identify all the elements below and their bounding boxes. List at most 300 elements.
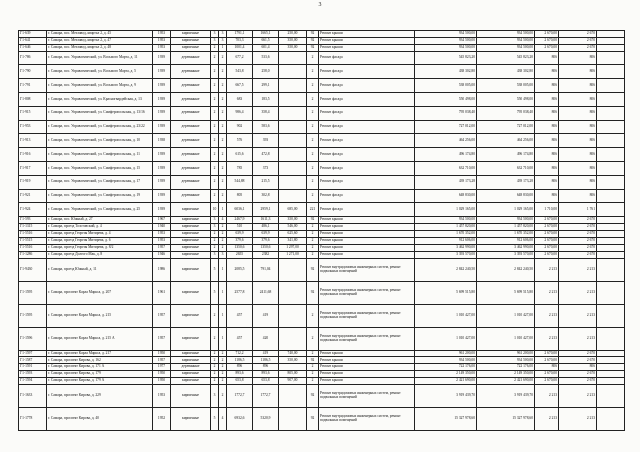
wall-material-cell: деревянные (171, 106, 211, 120)
address-cell: г. Самара, пос. Управленческий, ул. Симферопольская, д. 10 (47, 134, 153, 148)
total-area-cell: 6932,6 (227, 408, 253, 431)
entrances-cell: 2 (219, 357, 227, 364)
total-cost-cell: 648 830,00 (477, 189, 535, 203)
limit-cell (597, 304, 625, 327)
floors-cell: 3 (211, 385, 219, 408)
table-row (19, 350, 625, 357)
max-cost-cell: 2 213 (559, 327, 597, 350)
cost-per-unit-cell (279, 148, 307, 162)
id-cell: Г1-790 (19, 65, 47, 79)
address-cell: г. Самара, проезд Георгия Митирева, д. 6 (47, 237, 153, 244)
year-cell: 1939 (153, 120, 171, 134)
limit-cell (597, 106, 625, 120)
year-cell: 1939 (153, 162, 171, 176)
max-cost-cell: 2 670 (559, 231, 597, 238)
wall-material-cell: деревянные (171, 148, 211, 162)
limit-cell (597, 79, 625, 93)
address-cell: г. Самара, пос. Мехзавод, квартал 2, д. 48 (47, 44, 153, 51)
cost-per-unit-cell: 1 297,00 (279, 244, 307, 251)
total-area-cell: 6036,1 (227, 203, 253, 217)
floors-cell: 2 (211, 120, 219, 134)
id-cell: Г1-5516 (19, 244, 47, 251)
wall-material-cell: кирпичные (171, 371, 211, 378)
total-cost-cell: 722 176,00 (477, 364, 535, 371)
id-cell: Г1-1633 (19, 385, 47, 408)
max-cost-cell: 2 213 (559, 304, 597, 327)
wall-material-cell: кирпичные (171, 37, 211, 44)
id-cell: Г1-921 (19, 189, 47, 203)
max-cost-cell: 806 (559, 120, 597, 134)
id-cell: Г1-917 (19, 162, 47, 176)
living-area-cell: 472,8 (253, 148, 279, 162)
year-cell: 1952 (153, 408, 171, 431)
max-cost-cell: 806 (559, 162, 597, 176)
living-area-cell: 583,6 (253, 120, 279, 134)
unit-cost-cell: 806 (535, 364, 559, 371)
entrances-cell: 1 (219, 203, 227, 217)
limit-cell (597, 175, 625, 189)
total-area-cell: 576 (227, 134, 253, 148)
unit-cost-cell: 2 670,00 (535, 217, 559, 224)
estimated-cost-cell: 545 823,20 (415, 51, 477, 65)
max-cost-cell: 2 670 (559, 350, 597, 357)
limit-cell (597, 350, 625, 357)
address-cell: г. Самара, проезд Южный, д. 11 (47, 258, 153, 281)
cost-per-unit-cell (279, 65, 307, 79)
category-cell: 92 (307, 258, 319, 281)
estimated-cost-cell: 3 462 990,00 (415, 244, 477, 251)
living-area-cell: 1350,6 (253, 244, 279, 251)
total-area-cell: 785 (227, 162, 253, 176)
max-cost-cell: 1 761 (559, 203, 597, 217)
table-row (19, 148, 625, 162)
wall-material-cell: кирпичные (171, 385, 211, 408)
unit-cost-cell: 2 213 (535, 385, 559, 408)
floors-cell: 2 (211, 304, 219, 327)
table-row (19, 217, 625, 224)
work-type-cell: Ремонт крыши (319, 44, 415, 51)
table-row (19, 357, 625, 364)
living-area-cell: 419 (253, 304, 279, 327)
entrances-cell: 2 (219, 237, 227, 244)
work-type-cell: Ремонт крыши (319, 31, 415, 38)
wall-material-cell: кирпичные (171, 378, 211, 385)
max-cost-cell: 806 (559, 106, 597, 120)
total-area-cell: 2655 (227, 251, 253, 258)
cost-per-unit-cell (279, 51, 307, 65)
category-cell: 2 (307, 231, 319, 238)
living-area-cell: 393 (253, 134, 279, 148)
estimated-cost-cell: 934 500,00 (415, 357, 477, 364)
unit-cost-cell: 2 670,00 (535, 244, 559, 251)
address-cell: г. Самара, пос. Управленческий, ул. Восьмого Марта, д. 9 (47, 79, 153, 93)
total-cost-cell: 934 500,00 (477, 357, 535, 364)
table-row (19, 189, 625, 203)
estimated-cost-cell: 2 842 240,50 (415, 258, 477, 281)
table-row (19, 364, 625, 371)
entrances-cell: 2 (219, 385, 227, 408)
id-cell: Г1-1595 (19, 304, 47, 327)
id-cell: Г1-786 (19, 51, 47, 65)
cost-per-unit-cell (279, 327, 307, 350)
limit-cell (597, 44, 625, 51)
year-cell: 1957 (153, 357, 171, 364)
max-cost-cell: 2 670 (559, 237, 597, 244)
estimated-cost-cell: 632 710,00 (415, 162, 477, 176)
cost-per-unit-cell: 350,00 (279, 44, 307, 51)
cost-per-unit-cell: 805,00 (279, 371, 307, 378)
category-cell: 92 (307, 31, 319, 38)
work-type-cell: Ремонт крыши (319, 357, 415, 364)
entrances-cell: 2 (219, 224, 227, 231)
wall-material-cell: кирпичные (171, 217, 211, 224)
living-area-cell: 1611,3 (253, 217, 279, 224)
max-cost-cell: 2 670 (559, 31, 597, 38)
category-cell: 92 (307, 281, 319, 304)
total-area-cell: 379,6 (227, 237, 253, 244)
category-cell: 92 (307, 37, 319, 44)
work-type-cell: Ремонт внутридомовых инженерных систем, ремонт подвальных помещений (319, 258, 415, 281)
floors-cell: 3 (211, 224, 219, 231)
max-cost-cell: 806 (559, 93, 597, 107)
cost-per-unit-cell (279, 93, 307, 107)
living-area-cell: 893,6 (253, 371, 279, 378)
housing-repair-table (18, 30, 625, 431)
cost-per-unit-cell (279, 134, 307, 148)
estimated-cost-cell: 934 500,00 (415, 217, 477, 224)
entrances-cell: 2 (219, 93, 227, 107)
wall-material-cell: деревянные (171, 364, 211, 371)
id-cell: Г1-5516 (19, 231, 47, 238)
total-area-cell: 653,8 (227, 378, 253, 385)
work-type-cell: Ремонт внутридомовых инженерных систем, ремонт подвальных помещений (319, 327, 415, 350)
work-type-cell: Ремонт фасада (319, 65, 415, 79)
entrances-cell: 2 (219, 371, 227, 378)
wall-material-cell: кирпичные (171, 44, 211, 51)
id-cell: Г1-641 (19, 37, 47, 44)
year-cell: 1939 (153, 175, 171, 189)
floors-cell: 2 (211, 79, 219, 93)
estimated-cost-cell: 3 393 570,00 (415, 251, 477, 258)
id-cell: Г1-915 (19, 106, 47, 120)
limit-cell (597, 189, 625, 203)
table-row (19, 203, 625, 217)
cost-per-unit-cell: 350,00 (279, 217, 307, 224)
id-cell: Г1-916 (19, 148, 47, 162)
estimated-cost-cell: 496 174,80 (415, 148, 477, 162)
wall-material-cell: кирпичные (171, 237, 211, 244)
id-cell: Г1-791 (19, 79, 47, 93)
total-area-cell: 2577,8 (227, 281, 253, 304)
work-type-cell: Ремонт внутридомовых инженерных систем, ремонт подвальных помещений (319, 408, 415, 431)
work-type-cell: Ремонт фасада (319, 189, 415, 203)
year-cell: 1939 (153, 148, 171, 162)
table-row (19, 134, 625, 148)
table-row (19, 93, 625, 107)
max-cost-cell: 2 213 (559, 385, 597, 408)
max-cost-cell: 806 (559, 148, 597, 162)
year-cell: 1938 (153, 134, 171, 148)
table-row (19, 51, 625, 65)
cost-per-unit-cell (279, 408, 307, 431)
year-cell: 1977 (153, 364, 171, 371)
limit-cell (597, 224, 625, 231)
year-cell: 1961 (153, 281, 171, 304)
total-area-cell: 1791,1 (227, 31, 253, 38)
year-cell: 1967 (153, 217, 171, 224)
limit-cell (597, 258, 625, 281)
max-cost-cell: 806 (559, 134, 597, 148)
wall-material-cell: деревянные (171, 134, 211, 148)
estimated-cost-cell: 934 500,00 (415, 37, 477, 44)
cost-per-unit-cell (279, 385, 307, 408)
cost-per-unit-cell: 625,60 (279, 231, 307, 238)
id-cell: Г1-1595 (19, 281, 47, 304)
address-cell: г. Самара, проспект Кирова, д. 179 (47, 371, 153, 378)
total-cost-cell: 934 500,00 (477, 37, 535, 44)
category-cell: 2 (307, 371, 319, 378)
category-cell: 92 (307, 385, 319, 408)
entrances-cell: 2 (219, 231, 227, 238)
unit-cost-cell: 1 710,00 (535, 203, 559, 217)
id-cell: Г1-593 (19, 217, 47, 224)
total-cost-cell: 1 670 352,00 (477, 231, 535, 238)
limit-cell (597, 134, 625, 148)
total-area-cell: 1186,5 (227, 357, 253, 364)
entrances-cell: 2 (219, 79, 227, 93)
id-cell: Г1-808 (19, 93, 47, 107)
table-row (19, 175, 625, 189)
work-type-cell: Ремонт крыши (319, 364, 415, 371)
total-area-cell: 683 (227, 93, 253, 107)
living-area-cell: 419 (253, 350, 279, 357)
total-area-cell: 703,3 (227, 37, 253, 44)
cost-per-unit-cell: 740,00 (279, 350, 307, 357)
work-type-cell: Ремонт внутридомовых инженерных систем, ремонт подвальных помещений (319, 304, 415, 327)
living-area-cell: 601,4 (253, 44, 279, 51)
wall-material-cell: кирпичные (171, 350, 211, 357)
max-cost-cell: 2 670 (559, 37, 597, 44)
max-cost-cell: 806 (559, 175, 597, 189)
address-cell: г. Самара, проспект Карла Маркса, д. 215 А (47, 327, 153, 350)
estimated-cost-cell: 722 176,00 (415, 364, 477, 371)
table-row (19, 408, 625, 431)
category-cell: 2 (307, 327, 319, 350)
id-cell: Г1-1594 (19, 378, 47, 385)
unit-cost-cell: 2 670,00 (535, 31, 559, 38)
total-area-cell: 893,6 (227, 371, 253, 378)
work-type-cell: Ремонт фасада (319, 148, 415, 162)
table-row (19, 106, 625, 120)
unit-cost-cell: 2 670,00 (535, 44, 559, 51)
unit-cost-cell: 2 213 (535, 408, 559, 431)
category-cell: 2 (307, 304, 319, 327)
wall-material-cell: кирпичные (171, 251, 211, 258)
category-cell: 2 (307, 148, 319, 162)
floors-cell: 2 (211, 44, 219, 51)
id-cell: Г1-924 (19, 203, 47, 217)
address-cell: г. Самара, пос. Управленческий, ул. Восьмого Марта, д. 5 (47, 65, 153, 79)
living-area-cell: 5320,9 (253, 408, 279, 431)
year-cell: 1953 (153, 231, 171, 238)
id-cell: Г1-1593 (19, 371, 47, 378)
id-cell: Г1-919 (19, 175, 47, 189)
wall-material-cell: кирпичные (171, 203, 211, 217)
floors-cell: 2 (211, 189, 219, 203)
id-cell: Г1-1315 (19, 224, 47, 231)
limit-cell (597, 162, 625, 176)
total-cost-cell: 496 174,80 (477, 148, 535, 162)
total-cost-cell: 2 421 690,00 (477, 378, 535, 385)
total-area-cell: 510 (227, 224, 253, 231)
cost-per-unit-cell (279, 304, 307, 327)
address-cell: г. Самара, пос. Управленческий, ул. Симферопольская, д. 13/16 (47, 106, 153, 120)
total-cost-cell: 464 256,00 (477, 134, 535, 148)
total-area-cell: 639,9 (227, 231, 253, 238)
category-cell: 2 (307, 378, 319, 385)
cost-per-unit-cell: 350,00 (279, 37, 307, 44)
wall-material-cell: деревянные (171, 189, 211, 203)
total-cost-cell: 912 606,00 (477, 237, 535, 244)
category-cell: 2 (307, 251, 319, 258)
id-cell: Г1-1596 (19, 327, 47, 350)
total-area-cell: 712,2 (227, 350, 253, 357)
address-cell: г. Самара, пос. Управленческий, ул. Симферопольская, д. 25 (47, 203, 153, 217)
entrances-cell: 2 (219, 378, 227, 385)
work-type-cell: Ремонт фасада (319, 134, 415, 148)
id-cell: Г1-953 (19, 120, 47, 134)
entrances-cell: 3 (219, 251, 227, 258)
entrances-cell: 4 (219, 408, 227, 431)
total-cost-cell: 1 010 427,00 (477, 327, 535, 350)
table-row (19, 231, 625, 238)
year-cell: 1953 (153, 44, 171, 51)
entrances-cell: 2 (219, 350, 227, 357)
work-type-cell: Ремонт фасада (319, 93, 415, 107)
cost-per-unit-cell (279, 162, 307, 176)
unit-cost-cell: 2 670,00 (535, 224, 559, 231)
estimated-cost-cell: 2 149 350,00 (415, 371, 477, 378)
entrances-cell: 3 (219, 37, 227, 44)
estimated-cost-cell: 15 327 978,60 (415, 408, 477, 431)
work-type-cell: Ремонт крыши (319, 251, 415, 258)
unit-cost-cell: 806 (535, 120, 559, 134)
year-cell: 1946 (153, 251, 171, 258)
year-cell: 1953 (153, 31, 171, 38)
unit-cost-cell: 806 (535, 51, 559, 65)
address-cell: г. Самара, пос. Управленческий, ул. Симферопольская, д. 15 (47, 162, 153, 176)
table-row (19, 378, 625, 385)
estimated-cost-cell: 1 010 427,00 (415, 304, 477, 327)
category-cell: 2 (307, 79, 319, 93)
total-cost-cell: 632 710,00 (477, 162, 535, 176)
estimated-cost-cell: 1 029 165,00 (415, 203, 477, 217)
total-cost-cell: 538 005,00 (477, 79, 535, 93)
cost-per-unit-cell (279, 106, 307, 120)
max-cost-cell: 2 213 (559, 281, 597, 304)
total-cost-cell: 934 500,00 (477, 31, 535, 38)
address-cell: г. Самара, пос. Управленческий, ул. Восьмого Марта, д. 11 (47, 51, 153, 65)
entrances-cell: 2 (219, 51, 227, 65)
total-cost-cell: 1 010 427,00 (477, 304, 535, 327)
limit-cell (597, 378, 625, 385)
cost-per-unit-cell: 341,80 (279, 237, 307, 244)
total-cost-cell: 795 038,40 (477, 106, 535, 120)
address-cell: г. Самара, пос. Мехзавод, квартал 2, д. 45 (47, 31, 153, 38)
floors-cell: 10 (211, 203, 219, 217)
page-number: 3 (318, 2, 322, 8)
address-cell: г. Самара, пос. Управленческий, ул. Красногвардейская, д. 13 (47, 93, 153, 107)
work-type-cell: Ремонт крыши (319, 37, 415, 44)
entrances-cell: 2 (219, 106, 227, 120)
address-cell: г. Самара, проспект Карла Маркса, д. 215 (47, 304, 153, 327)
unit-cost-cell: 2 670,00 (535, 231, 559, 238)
cost-per-unit-cell (279, 189, 307, 203)
entrances-cell: 2 (219, 244, 227, 251)
floors-cell: 2 (211, 162, 219, 176)
cost-per-unit-cell (279, 281, 307, 304)
category-cell: 2 (307, 134, 319, 148)
max-cost-cell: 806 (559, 51, 597, 65)
entrances-cell: 2 (219, 134, 227, 148)
id-cell: Г1-1597 (19, 350, 47, 357)
address-cell: г. Самара, проспект Кирова, д. 162 (47, 357, 153, 364)
id-cell: Г1-1591 (19, 364, 47, 371)
id-cell: Г1-1778 (19, 408, 47, 431)
unit-cost-cell: 2 670,00 (535, 237, 559, 244)
estimated-cost-cell: 5 699 515,80 (415, 281, 477, 304)
year-cell: 1950 (153, 378, 171, 385)
estimated-cost-cell: 550 498,00 (415, 93, 477, 107)
max-cost-cell: 806 (559, 65, 597, 79)
entrances-cell: 4 (219, 217, 227, 224)
limit-cell (597, 408, 625, 431)
table-row (19, 162, 625, 176)
limit-cell (597, 385, 625, 408)
unit-cost-cell: 2 213 (535, 258, 559, 281)
living-area-cell: 299,1 (253, 79, 279, 93)
estimated-cost-cell: 538 005,00 (415, 79, 477, 93)
table-row (19, 65, 625, 79)
max-cost-cell: 2 670 (559, 371, 597, 378)
limit-cell (597, 357, 625, 364)
total-area-cell: 902 (227, 120, 253, 134)
living-area-cell: 183,5 (253, 93, 279, 107)
work-type-cell: Ремонт фасада (319, 203, 415, 217)
work-type-cell: Ремонт крыши (319, 224, 415, 231)
total-cost-cell: 961 200,00 (477, 350, 535, 357)
cost-per-unit-cell: 250,00 (279, 31, 307, 38)
living-area-cell: 1665,1 (253, 31, 279, 38)
category-cell: 2 (307, 120, 319, 134)
id-cell: Г1-5515 (19, 237, 47, 244)
total-cost-cell: 2 149 350,00 (477, 371, 535, 378)
floors-cell: 2 (211, 237, 219, 244)
limit-cell (597, 371, 625, 378)
floors-cell: 2 (211, 378, 219, 385)
total-area-cell: 543,8 (227, 65, 253, 79)
table-row (19, 258, 625, 281)
unit-cost-cell: 806 (535, 175, 559, 189)
year-cell: 1953 (153, 37, 171, 44)
max-cost-cell: 2 670 (559, 378, 597, 385)
entrances-cell: 1 (219, 281, 227, 304)
floors-cell: 5 (211, 281, 219, 304)
estimated-cost-cell: 961 200,00 (415, 350, 477, 357)
unit-cost-cell: 2 670,00 (535, 378, 559, 385)
entrances-cell: 2 (219, 364, 227, 371)
total-cost-cell: 934 500,00 (477, 44, 535, 51)
